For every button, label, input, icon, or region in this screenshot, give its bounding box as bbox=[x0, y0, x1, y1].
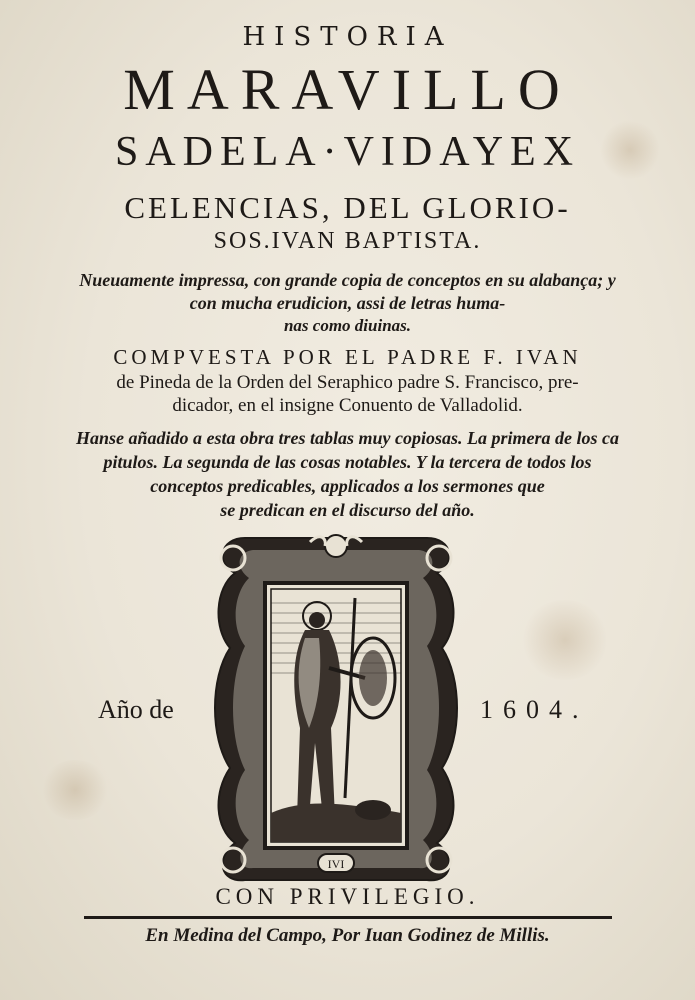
woodcut-illustration bbox=[205, 528, 467, 890]
title-line-4: CELENCIAS, DEL GLORIO- bbox=[124, 190, 571, 225]
note-line-1: Hanse añadido a esta obra tres tablas muy copiosas. La primera de los ca bbox=[75, 428, 619, 448]
subtitle-line-2: con mucha erudicion, assi de letras huma- bbox=[189, 293, 506, 313]
year-label: Año de bbox=[98, 695, 174, 724]
privilege-line: CON PRIVILEGIO. bbox=[215, 884, 480, 909]
title-line-1: HISTORIA bbox=[242, 22, 453, 52]
author-line-3: dicador, en el insigne Conuento de Valladolid. bbox=[172, 395, 523, 416]
imprint-line: En Medina del Campo, Por Iuan Godinez de Millis. bbox=[145, 925, 550, 946]
author-line-2: de Pineda de la Orden del Seraphico padre S. Francisco, pre- bbox=[116, 372, 579, 393]
note-line-2: pitulos. La segunda de las cosas notables. Y la tercera de todos los bbox=[103, 452, 592, 472]
title-line-3: SADELA·VIDAYEX bbox=[114, 129, 581, 175]
title-line-5: SOS.IVAN BAPTISTA. bbox=[213, 228, 482, 254]
note-line-3: conceptos predicables, applicados a los sermones que bbox=[150, 476, 545, 496]
horizontal-rule bbox=[84, 916, 612, 919]
title-line-2: MARAVILLO bbox=[123, 57, 572, 122]
woodcut-monogram: IVI bbox=[327, 857, 345, 871]
author-line-1: COMPVESTA POR EL PADRE F. IVAN bbox=[113, 345, 582, 369]
paper-stain bbox=[520, 600, 610, 680]
paper-stain bbox=[40, 760, 110, 820]
note-line-4: se predican en el discurso del año. bbox=[220, 500, 475, 520]
year-value: 1604. bbox=[480, 695, 589, 724]
subtitle-line-1: Nueuamente impressa, con grande copia de conceptos en su alabança; y bbox=[79, 270, 616, 290]
subtitle-line-3: nas como diuinas. bbox=[283, 316, 412, 335]
